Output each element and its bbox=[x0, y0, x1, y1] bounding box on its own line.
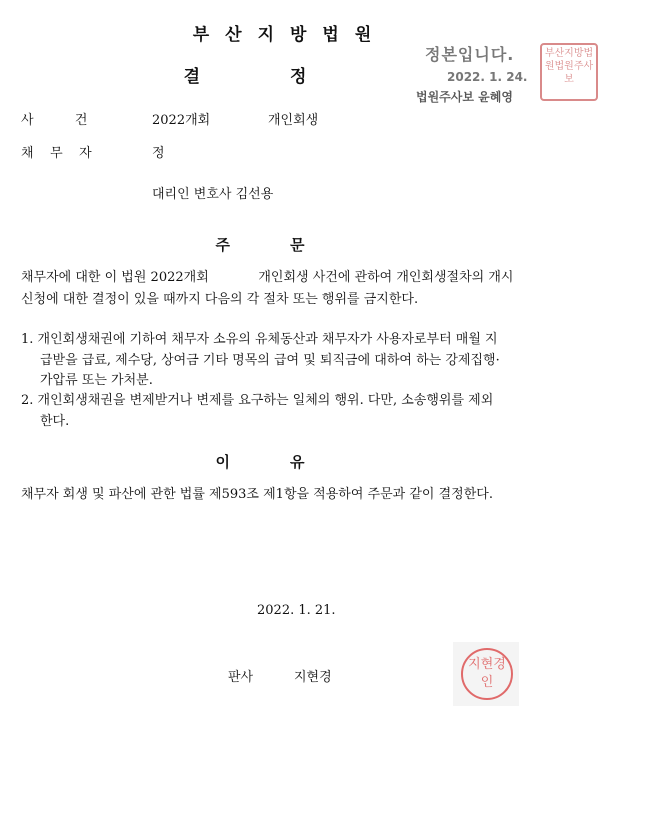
agent-name: 대리인 변호사 김선용 bbox=[152, 187, 274, 202]
order-heading: 주문 bbox=[215, 236, 365, 254]
order-item-2-continued: 한다. bbox=[40, 414, 70, 429]
judge-label: 판사 bbox=[228, 670, 254, 685]
order-item-1-continued: 급받을 급료, 제수당, 상여금 기타 명목의 급여 및 퇴직금에 대하여 하는 강제집행· bbox=[40, 353, 500, 368]
order-item-1: 1. 개인회생채권에 기하여 채무자 소유의 유체동산과 채무자가 사용자로부터 매월 지 bbox=[21, 332, 498, 347]
case-type: 개인회생 bbox=[268, 113, 319, 128]
order-paragraph-line: 채무자에 대한 이 법원 2022개회 개인회생 사건에 관하여 개인회생절차의 개시 bbox=[21, 270, 514, 285]
document-title: 결정 bbox=[183, 67, 397, 87]
order-paragraph-line: 신청에 대한 결정이 있을 때까지 다음의 각 절차 또는 행위를 금지한다. bbox=[21, 292, 419, 307]
debtor-label: 채 무 자 bbox=[21, 146, 92, 161]
certification-clerk: 법원주사보 윤혜영 bbox=[416, 90, 513, 104]
case-label: 사 건 bbox=[21, 113, 88, 128]
certification-date: 2022. 1. 24. bbox=[447, 70, 528, 84]
judge-name: 지현경 bbox=[294, 670, 332, 685]
decision-date: 2022. 1. 21. bbox=[257, 603, 336, 618]
reason-text: 채무자 회생 및 파산에 관한 법률 제593조 제1항을 적용하여 주문과 같이 결정한다. bbox=[21, 487, 493, 502]
court-clerk-seal: 부산지방법원법원주사보 bbox=[540, 43, 598, 101]
debtor-name: 정 bbox=[152, 146, 165, 161]
judge-seal: 지현경인 bbox=[461, 648, 513, 700]
certification-text: 정본입니다. bbox=[425, 45, 515, 64]
court-name: 부산지방법원 bbox=[192, 25, 388, 45]
reason-heading: 이유 bbox=[215, 453, 365, 471]
order-item-1-continued: 가압류 또는 가처분. bbox=[40, 373, 153, 388]
case-number: 2022개회 bbox=[152, 113, 211, 128]
order-item-2: 2. 개인회생채권을 변제받거나 변제를 요구하는 일체의 행위. 다만, 소송행위를 제외 bbox=[21, 393, 494, 408]
